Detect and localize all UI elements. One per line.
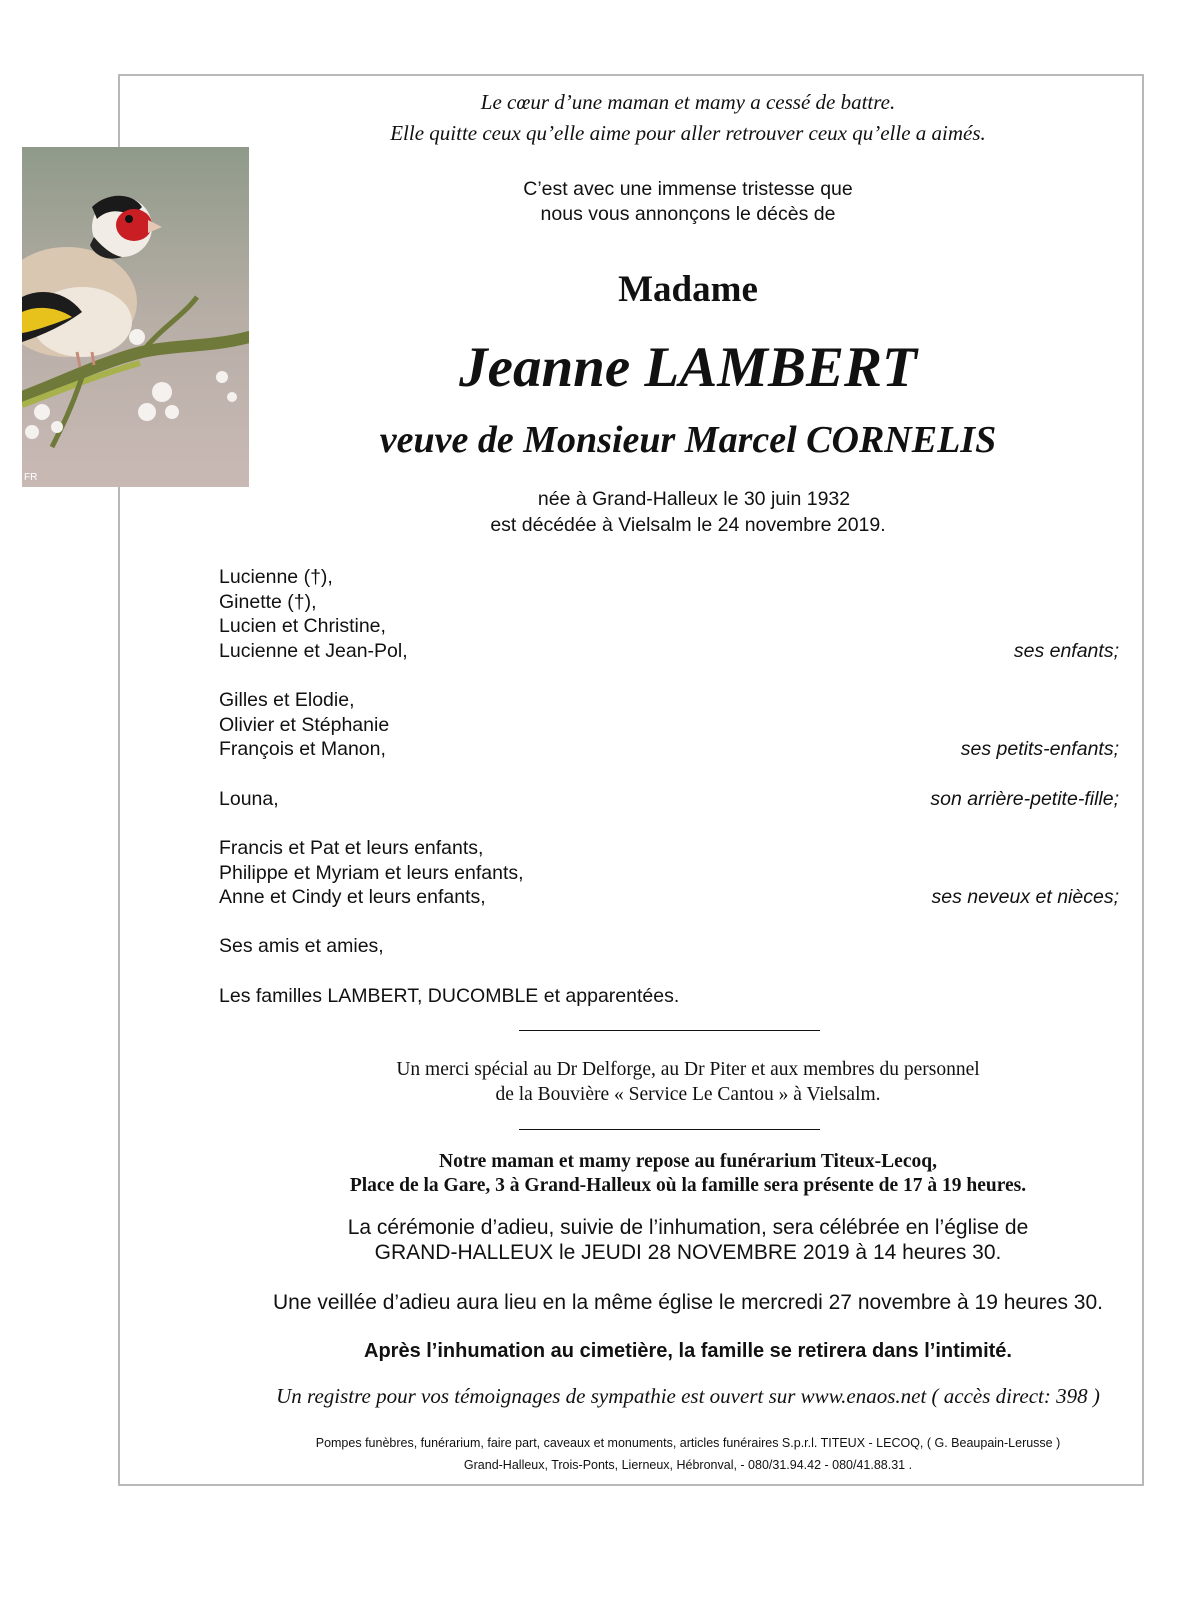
list-item xyxy=(219,788,1119,813)
family-member: Lucienne (†), xyxy=(219,566,333,588)
list-item xyxy=(219,985,1119,1010)
family-member: Gilles et Elodie, xyxy=(219,689,355,711)
quote-line-2: Elle quitte ceux qu’elle aime pour aller retrouver ceux qu’elle a aimés. xyxy=(390,121,986,145)
rest-line-1: Notre maman et mamy repose au funérarium Titeux-Lecoq, xyxy=(439,1151,937,1172)
footer-line-2: Grand-Halleux, Trois-Ponts, Lierneux, Hébronval, - 080/31.94.42 - 080/41.88.31 . xyxy=(463,1458,913,1472)
family-member: François et Manon, xyxy=(219,738,386,760)
thanks-line-2: de la Bouvière « Service Le Cantou » à Vielsalm. xyxy=(495,1084,881,1105)
family-member: Anne et Cindy et leurs enfants, xyxy=(219,886,486,908)
family-member: Louna, xyxy=(219,788,279,810)
list-item xyxy=(219,640,1119,665)
footer-line-1: Pompes funèbres, funérarium, faire part, caveaux et monuments, articles funéraires S.p.r.l. TITEUX - LECOQ, ( G. Beaupain-Lerusse ) xyxy=(315,1436,1061,1450)
friends-line: Ses amis et amies, xyxy=(219,935,384,957)
intro-line-2: nous vous annonçons le décès de xyxy=(540,203,836,225)
quote-line-1: Le cœur d’une maman et mamy a cessé de battre. xyxy=(480,90,896,114)
list-item xyxy=(219,615,1119,640)
ceremony-line-1: La cérémonie d’adieu, suivie de l’inhumation, sera célébrée en l’église de xyxy=(347,1216,1029,1239)
photo-credit-tag: FR xyxy=(24,472,38,483)
list-item xyxy=(219,862,1119,887)
list-item xyxy=(219,738,1119,763)
family-member: Philippe et Myriam et leurs enfants, xyxy=(219,862,524,884)
birth-line: née à Grand-Halleux le 30 juin 1932 xyxy=(537,488,851,510)
family-member: Lucienne et Jean-Pol, xyxy=(219,640,408,662)
deceased-name: Jeanne LAMBERT xyxy=(459,336,917,399)
list-item xyxy=(219,689,1119,714)
list-item xyxy=(219,886,1119,911)
deceased-title: Madame xyxy=(618,269,758,310)
thanks-line-1: Un merci spécial au Dr Delforge, au Dr Piter et aux membres du personnel xyxy=(396,1059,980,1080)
relation-label: son arrière-petite-fille; xyxy=(930,788,1119,810)
list-item xyxy=(219,591,1119,616)
family-member: Lucien et Christine, xyxy=(219,615,386,637)
registry-line: Un registre pour vos témoignages de sympathie est ouvert sur www.enaos.net ( accès direct: 398 ) xyxy=(276,1384,1100,1408)
privacy-line: Après l’inhumation au cimetière, la famille se retirera dans l’intimité. xyxy=(364,1340,1012,1362)
family-member: Olivier et Stéphanie xyxy=(219,714,390,736)
vigil-line: Une veillée d’adieu aura lieu en la même église le mercredi 27 novembre à 19 heures 30. xyxy=(273,1291,1103,1314)
widow-of: veuve de Monsieur Marcel CORNELIS xyxy=(379,419,997,461)
ceremony-line-2: GRAND-HALLEUX le JEUDI 28 NOVEMBRE 2019 à 14 heures 30. xyxy=(374,1241,1002,1264)
relation-label: ses enfants; xyxy=(1013,640,1119,662)
family-member: Francis et Pat et leurs enfants, xyxy=(219,837,484,859)
rest-line-2: Place de la Gare, 3 à Grand-Halleux où la famille sera présente de 17 à 19 heures. xyxy=(349,1175,1027,1196)
death-line: est décédée à Vielsalm le 24 novembre 2019. xyxy=(490,514,886,536)
divider xyxy=(519,1030,820,1031)
list-item xyxy=(219,837,1119,862)
divider xyxy=(519,1129,820,1130)
intro-line-1: C’est avec une immense tristesse que xyxy=(523,178,853,200)
families-line: Les familles LAMBERT, DUCOMBLE et apparentées. xyxy=(219,985,680,1007)
list-item xyxy=(219,935,1119,960)
relation-label: ses neveux et nièces; xyxy=(931,886,1119,908)
family-member: Ginette (†), xyxy=(219,591,317,613)
list-item xyxy=(219,566,1119,591)
list-item xyxy=(219,714,1119,739)
relation-label: ses petits-enfants; xyxy=(960,738,1119,760)
